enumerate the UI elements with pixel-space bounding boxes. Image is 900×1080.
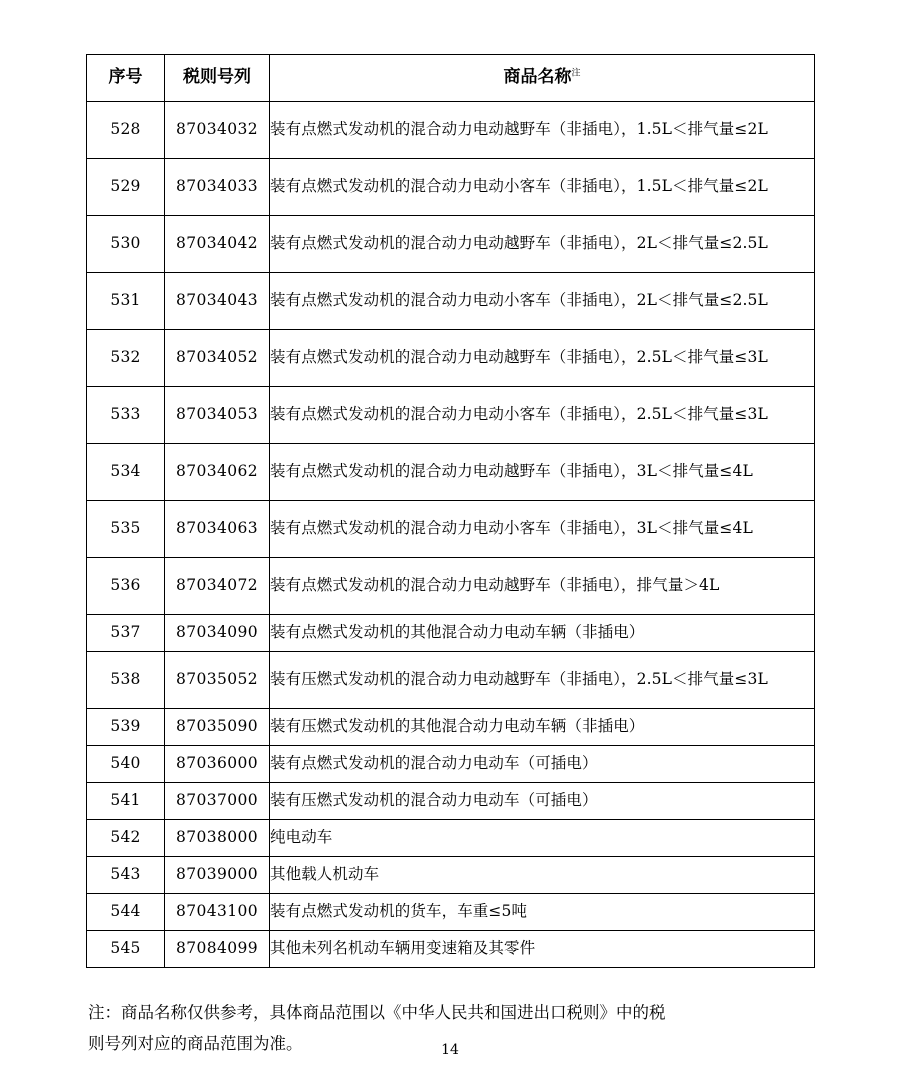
table-row bbox=[87, 709, 815, 746]
cell-seq: 538 bbox=[87, 652, 165, 709]
cell-seq: 529 bbox=[87, 159, 165, 216]
tariff-table bbox=[86, 54, 815, 968]
column-header-name-text: 商品名称 bbox=[503, 67, 572, 88]
cell-tariff-code: 87036000 bbox=[165, 746, 270, 783]
cell-tariff-code: 87034033 bbox=[165, 159, 270, 216]
cell-seq: 545 bbox=[87, 931, 165, 968]
cell-seq: 537 bbox=[87, 615, 165, 652]
table-row bbox=[87, 558, 815, 615]
table-row bbox=[87, 444, 815, 501]
cell-tariff-code: 87039000 bbox=[165, 857, 270, 894]
cell-product-name: 装有点燃式发动机的混合动力电动小客车（非插电），3L＜排气量≤4L bbox=[270, 501, 815, 558]
table-row bbox=[87, 102, 815, 159]
cell-product-name: 装有点燃式发动机的混合动力电动车（可插电） bbox=[270, 746, 815, 783]
cell-product-name: 其他未列名机动车辆用变速箱及其零件 bbox=[270, 931, 815, 968]
cell-tariff-code: 87043100 bbox=[165, 894, 270, 931]
cell-tariff-code: 87035052 bbox=[165, 652, 270, 709]
cell-seq: 541 bbox=[87, 783, 165, 820]
cell-product-name: 其他载人机动车 bbox=[270, 857, 815, 894]
cell-tariff-code: 87034063 bbox=[165, 501, 270, 558]
cell-product-name: 装有点燃式发动机的其他混合动力电动车辆（非插电） bbox=[270, 615, 815, 652]
column-header-code: 税则号列 bbox=[165, 55, 270, 102]
cell-tariff-code: 87034090 bbox=[165, 615, 270, 652]
cell-tariff-code: 87034032 bbox=[165, 102, 270, 159]
cell-product-name: 纯电动车 bbox=[270, 820, 815, 857]
table-row bbox=[87, 615, 815, 652]
table-row bbox=[87, 783, 815, 820]
table-row bbox=[87, 330, 815, 387]
cell-seq: 534 bbox=[87, 444, 165, 501]
cell-product-name: 装有压燃式发动机的混合动力电动越野车（非插电），2.5L＜排气量≤3L bbox=[270, 652, 815, 709]
column-header-seq: 序号 bbox=[87, 55, 165, 102]
cell-seq: 532 bbox=[87, 330, 165, 387]
cell-product-name: 装有点燃式发动机的混合动力电动越野车（非插电），2.5L＜排气量≤3L bbox=[270, 330, 815, 387]
cell-product-name: 装有点燃式发动机的混合动力电动越野车（非插电），3L＜排气量≤4L bbox=[270, 444, 815, 501]
footnote-line-1: 注：商品名称仅供参考，具体商品范围以《中华人民共和国进出口税则》中的税 bbox=[88, 1003, 666, 1022]
footnote-line-2: 则号列对应的商品范围为准。 bbox=[88, 1033, 303, 1053]
table-body bbox=[87, 102, 815, 968]
cell-product-name: 装有点燃式发动机的混合动力电动小客车（非插电），2L＜排气量≤2.5L bbox=[270, 273, 815, 330]
table-header-row bbox=[87, 55, 815, 102]
table-row bbox=[87, 894, 815, 931]
cell-tariff-code: 87034043 bbox=[165, 273, 270, 330]
cell-tariff-code: 87034052 bbox=[165, 330, 270, 387]
cell-product-name: 装有压燃式发动机的混合动力电动车（可插电） bbox=[270, 783, 815, 820]
table-row bbox=[87, 746, 815, 783]
cell-seq: 533 bbox=[87, 387, 165, 444]
cell-seq: 528 bbox=[87, 102, 165, 159]
cell-seq: 542 bbox=[87, 820, 165, 857]
cell-tariff-code: 87037000 bbox=[165, 783, 270, 820]
cell-product-name: 装有压燃式发动机的其他混合动力电动车辆（非插电） bbox=[270, 709, 815, 746]
cell-product-name: 装有点燃式发动机的货车，车重≤5吨 bbox=[270, 894, 815, 931]
cell-product-name: 装有点燃式发动机的混合动力电动越野车（非插电），1.5L＜排气量≤2L bbox=[270, 102, 815, 159]
cell-product-name: 装有点燃式发动机的混合动力电动小客车（非插电），2.5L＜排气量≤3L bbox=[270, 387, 815, 444]
table-row bbox=[87, 652, 815, 709]
table-row bbox=[87, 387, 815, 444]
table-row bbox=[87, 857, 815, 894]
cell-tariff-code: 87034072 bbox=[165, 558, 270, 615]
cell-seq: 530 bbox=[87, 216, 165, 273]
page-number: 14 bbox=[441, 1042, 459, 1058]
cell-seq: 544 bbox=[87, 894, 165, 931]
cell-tariff-code: 87035090 bbox=[165, 709, 270, 746]
column-header-name-superscript: 注 bbox=[571, 68, 581, 79]
table-row bbox=[87, 216, 815, 273]
cell-seq: 535 bbox=[87, 501, 165, 558]
table-header bbox=[87, 55, 815, 102]
cell-product-name: 装有点燃式发动机的混合动力电动越野车（非插电），排气量＞4L bbox=[270, 558, 815, 615]
cell-tariff-code: 87038000 bbox=[165, 820, 270, 857]
cell-tariff-code: 87084099 bbox=[165, 931, 270, 968]
cell-seq: 543 bbox=[87, 857, 165, 894]
table-row bbox=[87, 273, 815, 330]
cell-tariff-code: 87034053 bbox=[165, 387, 270, 444]
cell-tariff-code: 87034062 bbox=[165, 444, 270, 501]
cell-seq: 540 bbox=[87, 746, 165, 783]
column-header-name bbox=[270, 55, 815, 102]
cell-seq: 539 bbox=[87, 709, 165, 746]
table-row bbox=[87, 931, 815, 968]
cell-seq: 531 bbox=[87, 273, 165, 330]
cell-product-name: 装有点燃式发动机的混合动力电动小客车（非插电），1.5L＜排气量≤2L bbox=[270, 159, 815, 216]
cell-product-name: 装有点燃式发动机的混合动力电动越野车（非插电），2L＜排气量≤2.5L bbox=[270, 216, 815, 273]
cell-tariff-code: 87034042 bbox=[165, 216, 270, 273]
cell-seq: 536 bbox=[87, 558, 165, 615]
table-row bbox=[87, 159, 815, 216]
table-row bbox=[87, 820, 815, 857]
table-row bbox=[87, 501, 815, 558]
